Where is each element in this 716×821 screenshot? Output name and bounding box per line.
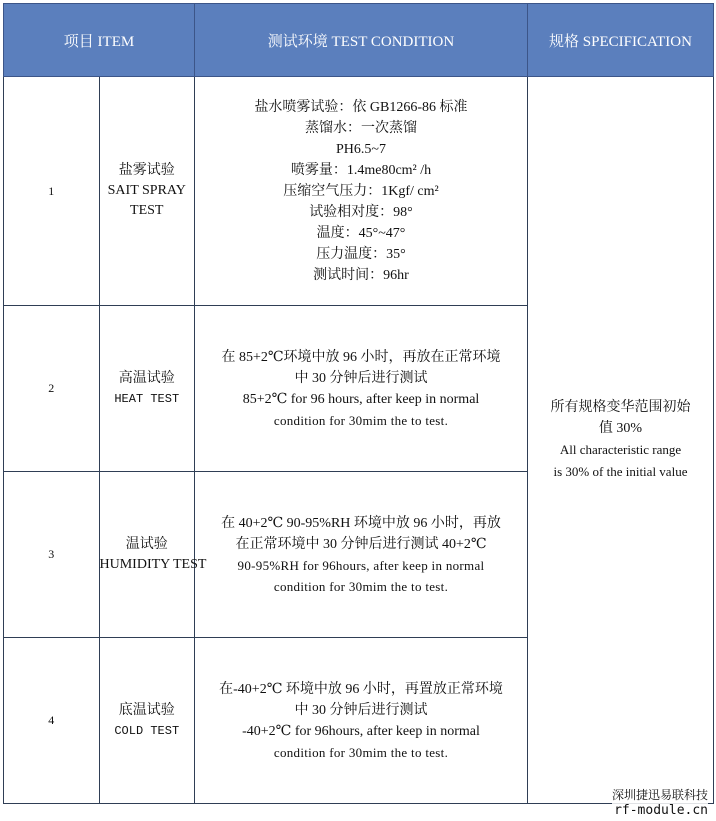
condition-line: 盐水喷雾试验：依 GB1266-86 标准 [254,99,468,115]
header-condition: 测试环境 TEST CONDITION [195,4,528,77]
spec-text-en: is 30% of the initial value [553,464,688,479]
spec-text-cn: 值 30% [598,421,643,436]
item-cell [99,472,207,638]
item-cell [99,306,195,472]
spec-text-en: All characteristic range [559,442,682,457]
condition-line: 在 40+2℃ 90-95%RH 环境中放 96 小时，再放 [221,515,501,531]
condition-line: 在 85+2℃环境中放 96 小时，再放在正常环境 [221,349,501,365]
row-number: 3 [4,472,100,638]
condition-line: -40+2℃ for 96hours, after keep in normal [242,723,480,739]
condition-line: 中 30 分钟后进行测试 [294,370,428,386]
spec-text-cn: 所有规格变华范围初始 [550,400,691,415]
item-name-en: TEST [130,203,164,218]
watermark-url: rf-module.cn [614,803,708,818]
row-number: 4 [4,638,100,804]
condition-line: 压缩空气压力：1Kgf/ cm² [283,183,439,199]
item-name-en: HUMIDITY TEST [99,556,207,572]
item-name-cn: 底温试验 [118,702,175,718]
item-name-en: HEAT TEST [114,391,180,406]
condition-line: 压力温度：35° [316,246,406,262]
condition-line: 温度：45°~47° [316,225,406,241]
table-row [4,77,714,306]
condition-line: PH6.5~7 [336,141,386,157]
watermark [612,787,708,819]
condition-cell [195,77,528,306]
condition-line: condition for 30mim the to test. [273,578,449,594]
condition-line: 喷雾量：1.4me80cm² /h [290,162,432,178]
header-item: 项目 ITEM [4,4,195,77]
spec-cell [528,77,714,804]
condition-line: condition for 30mim the to test. [273,412,449,428]
condition-line: 在正常环境中 30 分钟后进行测试 40+2℃ [235,536,487,552]
header-spec: 规格 SPECIFICATION [528,4,714,77]
row-number: 2 [4,306,100,472]
condition-line: 试验相对度：98° [309,204,413,220]
table-header-row [4,4,714,77]
item-name-cn: 温试验 [125,536,168,552]
watermark-company: 深圳捷迅易联科技 [611,788,708,802]
condition-line: 90-95%RH for 96hours, after keep in normal [237,557,485,573]
condition-cell [195,306,528,472]
condition-line: condition for 30mim the to test. [273,744,449,760]
condition-line: 测试时间：96hr [313,267,409,283]
item-cell [99,77,195,306]
condition-line: 在-40+2℃ 环境中放 96 小时，再置放正常环境 [219,681,503,697]
item-cell [99,638,195,804]
item-name-en: COLD TEST [114,723,180,738]
item-name-cn: 高温试验 [118,370,175,386]
item-name-cn: 盐雾试验 [118,163,175,178]
item-name-en: SAIT SPRAY [107,183,186,198]
condition-line: 85+2℃ for 96 hours, after keep in normal [242,391,480,407]
condition-line: 中 30 分钟后进行测试 [294,702,428,718]
test-spec-table [3,3,714,804]
row-number: 1 [4,77,100,306]
condition-cell [195,472,528,638]
condition-cell [195,638,528,804]
condition-line: 蒸馏水：一次蒸馏 [305,120,417,136]
